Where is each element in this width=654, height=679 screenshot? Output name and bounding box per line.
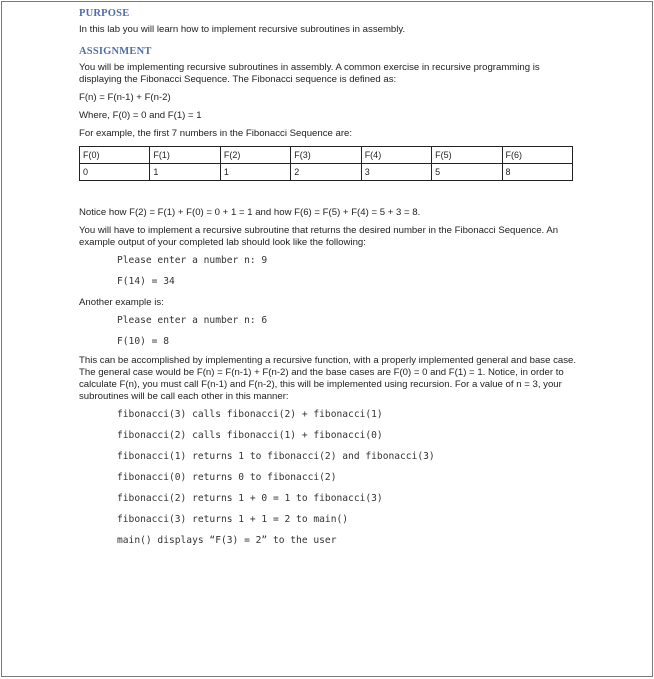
explanation-text: This can be accomplished by implementing a recursive function, with a properly implemented general and base case. The general case would be F(n) = F(n-1) + F(n-2) and the base cases are F(0) = 0 and F(1) = 1. Notice, in order to calculate F(n), you must call F(n-1) and F(n-2), this will be implemented using recursion. For a value of n = 3, your subroutines will be call each other in this manner: <box>79 355 577 402</box>
document-page <box>1 1 653 677</box>
table-header-cell: F(3) <box>291 147 361 164</box>
recursion-trace-line: fibonacci(1) returns 1 to fibonacci(2) and fibonacci(3) <box>117 451 435 462</box>
recursion-trace-line: main() displays “F(3) = 2” to the user <box>117 535 337 546</box>
table-header-cell: F(0) <box>80 147 150 164</box>
purpose-text: In this lab you will learn how to implement recursive subroutines in assembly. <box>79 24 406 35</box>
fibonacci-table <box>79 146 573 181</box>
recursion-trace-line: fibonacci(3) returns 1 + 1 = 2 to main() <box>117 514 349 525</box>
notice-text: Notice how F(2) = F(1) + F(0) = 0 + 1 = 1 and how F(6) = F(5) + F(4) = 5 + 3 = 8. <box>79 207 421 218</box>
table-cell: 3 <box>361 164 431 181</box>
assignment-heading: ASSIGNMENT <box>79 46 152 57</box>
table-cell: 8 <box>502 164 572 181</box>
purpose-heading: PURPOSE <box>79 8 130 19</box>
recursion-trace-line: fibonacci(0) returns 0 to fibonacci(2) <box>117 472 337 483</box>
table-cell: 0 <box>80 164 150 181</box>
example-1-prompt: Please enter a number n: 9 <box>117 255 268 266</box>
table-row <box>80 164 573 181</box>
requirement-text: You will have to implement a recursive subroutine that returns the desired number in the Fibonacci Sequence. An example output of your completed lab should look like the following: <box>79 225 559 248</box>
base-case-definition: Where, F(0) = 0 and F(1) = 1 <box>79 110 202 121</box>
example-1-result: F(14) = 34 <box>117 276 175 287</box>
table-header-cell: F(1) <box>150 147 220 164</box>
another-example-label: Another example is: <box>79 297 164 308</box>
table-header-cell: F(4) <box>361 147 431 164</box>
example-2-result: F(10) = 8 <box>117 336 169 347</box>
table-cell: 5 <box>432 164 502 181</box>
table-header-cell: F(2) <box>220 147 290 164</box>
example-2-prompt: Please enter a number n: 6 <box>117 315 268 326</box>
table-header-cell: F(5) <box>432 147 502 164</box>
assignment-intro: You will be implementing recursive subroutines in assembly. A common exercise in recursive programming is displaying the Fibonacci Sequence. The Fibonacci sequence is defined as: <box>79 62 540 85</box>
table-header-cell: F(6) <box>502 147 572 164</box>
fibonacci-formula: F(n) = F(n-1) + F(n-2) <box>79 92 171 103</box>
table-header-row <box>80 147 573 164</box>
recursion-trace-line: fibonacci(3) calls fibonacci(2) + fibonacci(1) <box>117 409 383 420</box>
table-cell: 2 <box>291 164 361 181</box>
table-cell: 1 <box>150 164 220 181</box>
example-intro: For example, the first 7 numbers in the Fibonacci Sequence are: <box>79 128 353 139</box>
document-content <box>79 8 579 556</box>
table-cell: 1 <box>220 164 290 181</box>
recursion-trace-line: fibonacci(2) calls fibonacci(1) + fibonacci(0) <box>117 430 383 441</box>
recursion-trace-line: fibonacci(2) returns 1 + 0 = 1 to fibonacci(3) <box>117 493 383 504</box>
